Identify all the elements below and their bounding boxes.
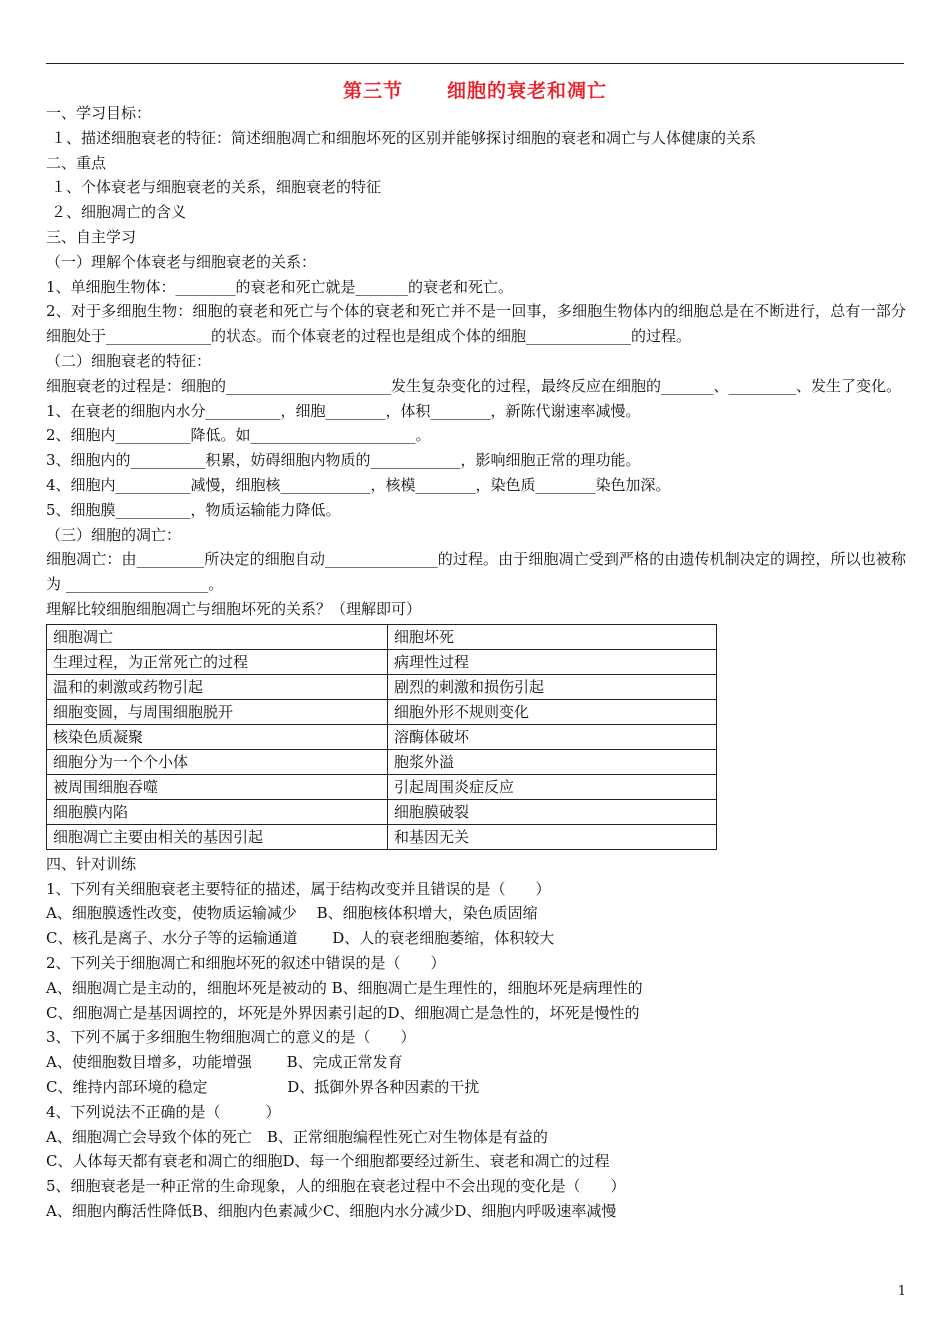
- question-4-options-cd: C、人体每天都有衰老和凋亡的细胞D、每一个细胞都要经过新生、衰老和凋亡的过程: [46, 1152, 610, 1171]
- table-cell: 细胞膜内陷: [47, 799, 388, 824]
- question-3-options-cd: C、维持内部环境的稳定 D、抵御外界各种因素的干扰: [46, 1077, 480, 1096]
- subheading-1: （一）理解个体衰老与细胞衰老的关系：: [46, 252, 317, 271]
- title-section: 第三节: [342, 80, 403, 102]
- feature-2: 2、细胞内__________降低。如______________________。: [46, 426, 431, 445]
- fill-line-2: 2、对于多细胞生物：细胞的衰老和死亡与个体的衰老和死亡并不是一回事，多细胞生物体内的细胞总是在不断进行，总有一部分细胞处于______________的状态。而个体衰老的过程也是组成个体的细胞______________的过程。: [46, 302, 906, 346]
- table-cell: 细胞凋亡主要由相关的基因引起: [47, 824, 388, 849]
- table-cell: 细胞坏死: [388, 624, 717, 649]
- question-4-options-ab: A、细胞凋亡会导致个体的死亡 B、正常细胞编程性死亡对生物体是有益的: [46, 1127, 548, 1146]
- question-1-options-cd: C、核孔是离子、水分子等的运输通道 D、人的衰老细胞萎缩，体积较大: [46, 929, 555, 948]
- objective-1: １、描述细胞衰老的特征：简述细胞凋亡和细胞坏死的区别并能够探讨细胞的衰老和凋亡与人体健康的关系: [51, 128, 757, 147]
- heading-exercises: 四、针对训练: [46, 854, 137, 873]
- subheading-2: （二）细胞衰老的特征：: [46, 351, 212, 370]
- question-5-options: A、细胞内酶活性降低B、细胞内色素减少C、细胞内水分减少D、细胞内呼吸速率减慢: [46, 1201, 617, 1220]
- table-cell: 细胞外形不规则变化: [388, 699, 717, 724]
- heading-keypoints: 二、重点: [46, 153, 107, 172]
- fill-line-1: 1、单细胞生物体：________的衰老和死亡就是_______的衰老和死亡。: [46, 277, 514, 296]
- table-row: [47, 749, 717, 774]
- table-row: [47, 724, 717, 749]
- header-rule: [46, 63, 904, 64]
- document-body: [46, 101, 906, 1224]
- table-row: [47, 824, 717, 849]
- feature-3: 3、细胞内的__________积累，妨碍细胞内物质的____________，影响细胞正常的理功能。: [46, 451, 641, 470]
- fill-line-3: 细胞衰老的过程是：细胞的______________________发生复杂变化的过程，最终反应在细胞的_______、_________、发生了变化。: [46, 376, 902, 395]
- table-cell: 细胞凋亡: [47, 624, 388, 649]
- feature-5: 5、细胞膜__________，物质运输能力降低。: [46, 500, 341, 519]
- table-row: [47, 774, 717, 799]
- title-topic: 细胞的衰老和凋亡: [447, 80, 608, 102]
- table-cell: 生理过程，为正常死亡的过程: [47, 649, 388, 674]
- table-cell: 病理性过程: [388, 649, 717, 674]
- subheading-3: （三）细胞的凋亡：: [46, 525, 182, 544]
- table-cell: 胞浆外溢: [388, 749, 717, 774]
- page-title: [0, 76, 950, 103]
- table-cell: 细胞分为一个个小体: [47, 749, 388, 774]
- feature-1: 1、在衰老的细胞内水分__________，细胞________，体积________，新陈代谢速率减慢。: [46, 401, 641, 420]
- table-cell: 引起周围炎症反应: [388, 774, 717, 799]
- table-cell: 溶酶体破坏: [388, 724, 717, 749]
- heading-objectives: 一、学习目标：: [46, 104, 152, 122]
- table-cell: 被周围细胞吞噬: [47, 774, 388, 799]
- table-row: [47, 649, 717, 674]
- question-1: 1、下列有关细胞衰老主要特征的描述，属于结构改变并且错误的是（ ）: [46, 879, 551, 898]
- question-4: 4、下列说法不正确的是（ ）: [46, 1102, 281, 1121]
- feature-4: 4、细胞内__________减慢，细胞核____________，核模________，染色质________染色加深。: [46, 475, 671, 494]
- apoptosis-definition: 细胞凋亡：由_________所决定的细胞自动_______________的过程。由于细胞凋亡受到严格的由遗传机制决定的调控，所以也被称为 ___________________。: [46, 550, 906, 594]
- table-caption: 理解比较细胞细胞凋亡与细胞坏死的关系？（理解即可）: [46, 599, 422, 618]
- question-3: 3、下列不属于多细胞生物细胞凋亡的意义的是（ ）: [46, 1028, 416, 1047]
- table-cell: 剧烈的刺激和损伤引起: [388, 674, 717, 699]
- table-row: [47, 699, 717, 724]
- table-cell: 温和的刺激或药物引起: [47, 674, 388, 699]
- table-cell: 细胞变圆，与周围细胞脱开: [47, 699, 388, 724]
- question-2: 2、下列关于细胞凋亡和细胞坏死的叙述中错误的是（ ）: [46, 953, 446, 972]
- table-cell: 细胞膜破裂: [388, 799, 717, 824]
- question-2-options-ab: A、细胞凋亡是主动的，细胞坏死是被动的 B、细胞凋亡是生理性的，细胞坏死是病理性的: [46, 978, 643, 997]
- question-1-options-ab: A、细胞膜透性改变，使物质运输减少 B、细胞核体积增大，染色质固缩: [46, 904, 538, 923]
- table-cell: 和基因无关: [388, 824, 717, 849]
- table-row: [47, 674, 717, 699]
- table-row: [47, 799, 717, 824]
- question-3-options-ab: A、使细胞数目增多，功能增强 B、完成正常发育: [46, 1053, 403, 1072]
- table-row: [47, 624, 717, 649]
- table-cell: 核染色质凝聚: [47, 724, 388, 749]
- heading-self-study: 三、自主学习: [46, 227, 137, 246]
- keypoint-1: １、个体衰老与细胞衰老的关系，细胞衰老的特征: [51, 178, 382, 197]
- comparison-table: [46, 624, 717, 850]
- question-2-options-cd: C、细胞凋亡是基因调控的，坏死是外界因素引起的D、细胞凋亡是急性的，坏死是慢性的: [46, 1003, 640, 1022]
- page-number: 1: [897, 1284, 906, 1299]
- question-5: 5、细胞衰老是一种正常的生命现象，人的细胞在衰老过程中不会出现的变化是（ ）: [46, 1177, 626, 1196]
- keypoint-2: ２、细胞凋亡的含义: [51, 203, 187, 222]
